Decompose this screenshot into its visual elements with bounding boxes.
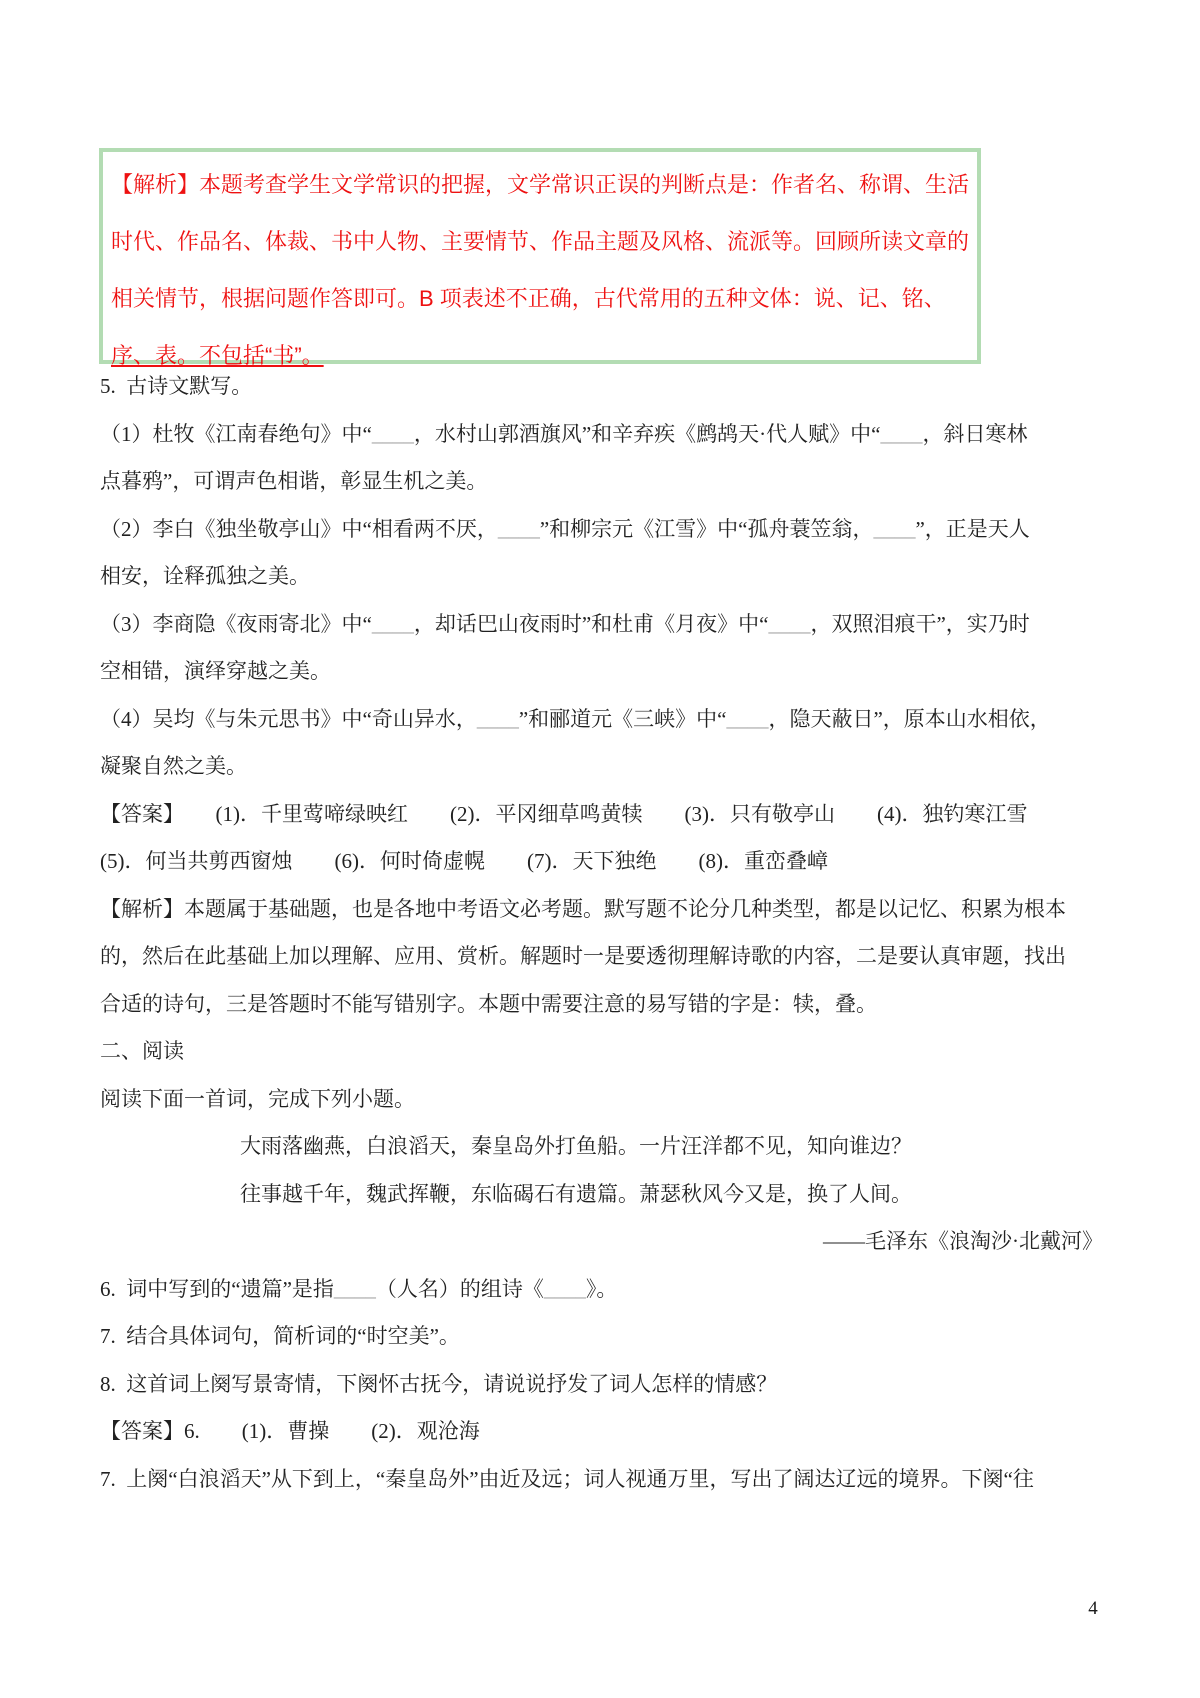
q5-title: 5. 古诗文默写。 — [100, 374, 253, 398]
q5-item4-line2: 凝聚自然之美。 — [100, 754, 247, 778]
answer-7-line1: 7. 上阕“白浪滔天”从下到上，“秦皇岛外”由近及远；词人视通万里，写出了阔达辽远的境界。下阕“往 — [100, 1466, 1034, 1491]
document-body — [100, 363, 1105, 1503]
fill-in-blank: ____ — [497, 516, 540, 541]
analysis-box-line: 相关情节，根据问题作答即可。B 项表述不正确，古代常用的五种文体：说、记、铭、 — [111, 286, 946, 311]
fill-in-blank: ____ — [543, 1276, 586, 1301]
q5-analysis-line1: 【解析】本题属于基础题，也是各地中考语文必考题。默写题不论分几种类型，都是以记忆、积累为根本 — [100, 896, 1066, 921]
fill-in-blank: ____ — [873, 516, 916, 541]
reading-intro: 阅读下面一首词，完成下列小题。 — [100, 1086, 415, 1111]
q5-item3-line1: （3）李商隐《夜雨寄北》中“____，却话巴山夜雨时”和杜甫《月夜》中“____，双照泪痕干”，实乃时 — [100, 611, 1030, 636]
q5-answer-line2: (5)．何当共剪西窗烛 (6)．何时倚虚幌 (7)．天下独绝 (8)．重峦叠嶂 — [100, 849, 828, 873]
question-7: 7. 结合具体词句，简析词的“时空美”。 — [100, 1324, 460, 1348]
fill-in-blank: ____ — [371, 611, 414, 636]
poem-line-1: 大雨落幽燕，白浪滔天，秦皇岛外打鱼船。一片汪洋都不见，知向谁边？ — [240, 1134, 912, 1158]
fill-in-blank: ____ — [726, 706, 769, 731]
poem-line-2: 往事越千年，魏武挥鞭，东临碣石有遗篇。萧瑟秋风今又是，换了人间。 — [240, 1181, 912, 1206]
q5-item1-line2: 点暮鸦”，可谓声色相谐，彰显生机之美。 — [100, 469, 488, 493]
fill-in-blank: ____ — [371, 421, 414, 446]
analysis-box-line: 序、表。不包括“书”。 — [111, 343, 324, 368]
q5-analysis-line2: 的，然后在此基础上加以理解、应用、赏析。解题时一是要透彻理解诗歌的内容，二是要认真审题，找出 — [100, 944, 1066, 968]
fill-in-blank: ____ — [880, 421, 923, 446]
analysis-box — [99, 148, 981, 368]
q5-item2-line2: 相安，诠释孤独之美。 — [100, 564, 310, 588]
section2-heading: 二、阅读 — [100, 1039, 184, 1063]
q5-analysis-line3: 合适的诗句，三是答题时不能写错别字。本题中需要注意的易写错的字是：犊，叠。 — [100, 991, 877, 1016]
fill-in-blank: ____ — [476, 706, 519, 731]
q5-item4-line1: （4）吴均《与朱元思书》中“奇山异水，____”和郦道元《三峡》中“____，隐天蔽日”，原本山水相依， — [100, 706, 1051, 731]
q5-item3-line2: 空相错，演绎穿越之美。 — [100, 659, 331, 683]
question-6: 6. 词中写到的“遗篇”是指____（人名）的组诗《____》。 — [100, 1276, 618, 1301]
fill-in-blank: ____ — [768, 611, 811, 636]
page-number: 4 — [1088, 1598, 1098, 1619]
analysis-box-line: 时代、作品名、体裁、书中人物、主要情节、作品主题及风格、流派等。回顾所读文章的 — [111, 229, 970, 254]
answer-6: 【答案】6. (1)．曹操 (2)．观沧海 — [100, 1419, 480, 1443]
q5-item2-line1: （2）李白《独坐敬亭山》中“相看两不厌，____”和柳宗元《江雪》中“孤舟蓑笠翁，____”，正是天人 — [100, 516, 1030, 541]
q5-item1-line1: （1）杜牧《江南春绝句》中“____，水村山郭酒旗风”和辛弃疾《鹧鸪天·代人赋》中“____，斜日寒林 — [100, 421, 1028, 446]
question-8: 8. 这首词上阕写景寄情，下阕怀古抚今，请说说抒发了词人怎样的情感？ — [100, 1371, 778, 1396]
fill-in-blank: ____ — [333, 1276, 376, 1301]
analysis-box-line: 【解析】本题考查学生文学常识的把握，文学常识正误的判断点是：作者名、称谓、生活 — [111, 172, 970, 197]
q5-answer-line1: 【答案】 (1)．千里莺啼绿映红 (2)．平冈细草鸣黄犊 (3)．只有敬亭山 (4)．独钓寒江雪 — [100, 801, 1028, 826]
poem-attribution: ——毛泽东《浪淘沙·北戴河》 — [823, 1229, 1103, 1253]
